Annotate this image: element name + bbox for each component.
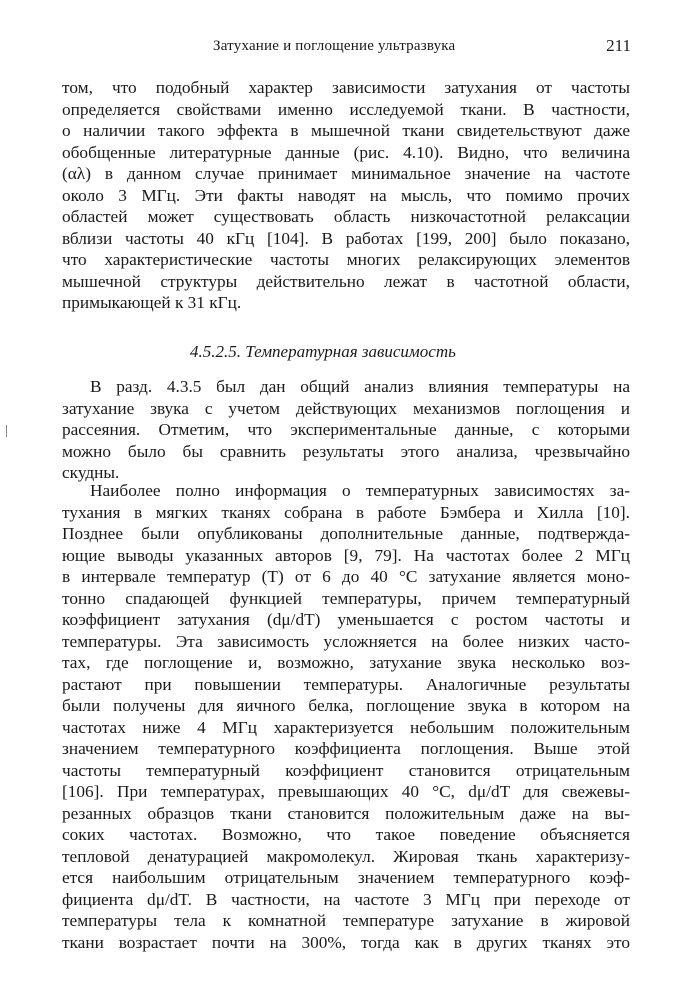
- text-line: о наличии такого эффекта в мышечной ткани свидетельствуют даже: [62, 121, 630, 140]
- text-line: [106]. При температурах, превышающих 40 °С, dμ/dT для свежевы-: [62, 782, 630, 801]
- text-line: скудны.: [62, 463, 120, 482]
- text-line: можно было бы сравнить результаты этого анализа, чрезвычайно: [62, 441, 630, 461]
- text-line: затухание звука с учетом действующих механизмов поглощения и: [62, 398, 630, 418]
- text-line: обобщенные литературные данные (рис. 4.10). Видно, что величина: [62, 142, 630, 162]
- text-line: Позднее были опубликованы дополнительные данные, подтвержда-: [62, 524, 630, 543]
- text-line: ющие выводы указанных авторов [9, 79]. На частотах более 2 МГц: [62, 545, 630, 565]
- text-line: частотах ниже 4 МГц характеризуется небольшим положительным: [62, 717, 630, 737]
- text-line: значением температурного коэффициента поглощения. Выше этой: [62, 739, 630, 758]
- text-line: соких частотах. Возможно, что такое поведение объясняется: [62, 825, 630, 844]
- text-line: резанных образцов ткани становится положительным даже на вы-: [62, 803, 630, 823]
- text-line: ткани возрастает почти на 300%, тогда как в других тканях это: [62, 932, 630, 952]
- text-line: тонно спадающей функцией температуры, причем температурный: [62, 588, 630, 608]
- text-line: В разд. 4.3.5 был дан общий анализ влияния температуры на: [90, 377, 630, 396]
- text-line: фициента dμ/dT. В частности, на частоте 3 МГц при переходе от: [62, 889, 630, 909]
- text-line: около 3 МГц. Эти факты наводят на мысль, что помимо прочих: [62, 185, 630, 205]
- margin-mark: [6, 425, 7, 437]
- text-line: что характеристические частоты многих релаксирующих элементов: [62, 250, 630, 269]
- text-line: Наиболее полно информация о температурных зависимостях за-: [90, 481, 630, 500]
- text-line: коэффициент затухания (dμ/dT) уменьшается с ростом частоты и: [62, 610, 630, 629]
- text-line: (αλ) в данном случае принимает минимальное значение на частоте: [62, 164, 630, 183]
- text-line: определяется свойствами именно исследуемой ткани. В частности,: [62, 99, 630, 119]
- paragraph-1: [62, 77, 630, 314]
- text-line: в интервале температур (T) от 6 до 40 °С затухание является моно-: [62, 567, 630, 586]
- text-line: ется наибольшим отрицательным значением температурного коэф-: [62, 868, 630, 887]
- text-line: тухания в мягких тканях собрана в работе Бэмбера и Хилла [10].: [62, 502, 630, 522]
- text-line: мышечной структуры действительно лежат в частотной области,: [62, 271, 630, 291]
- text-line: вблизи частоты 40 кГц [104]. В работах [199, 200] было показано,: [62, 228, 630, 248]
- text-line: растают при повышении температуры. Аналогичные результаты: [62, 674, 630, 694]
- section-heading: 4.5.2.5. Температурная зависимость: [190, 342, 456, 361]
- running-head: Затухание и поглощение ультразвука: [213, 38, 456, 54]
- text-line: областей может существовать область низкочастотной релаксации: [62, 207, 630, 226]
- text-line: тепловой денатурацией макромолекул. Жировая ткань характеризу-: [62, 846, 630, 866]
- text-line: примыкающей к 31 кГц.: [62, 293, 242, 312]
- text-line: рассеяния. Отметим, что экспериментальные данные, с которыми: [62, 420, 630, 439]
- text-line: были получены для яичного белка, поглощение звука в котором на: [62, 696, 630, 715]
- page-number: 211: [606, 36, 631, 55]
- paragraph-2: [62, 376, 630, 484]
- text-line: частоты температурный коэффициент становится отрицательным: [62, 760, 630, 780]
- text-line: температуры тела к комнатной температуре затухание в жировой: [62, 911, 630, 930]
- text-line: том, что подобный характер зависимости затухания от частоты: [62, 78, 630, 97]
- paragraph-3: [62, 480, 630, 953]
- text-line: тах, где поглощение и, возможно, затухание звука несколько воз-: [62, 653, 630, 672]
- text-line: температуры. Эта зависимость усложняется на более низких часто-: [62, 631, 630, 651]
